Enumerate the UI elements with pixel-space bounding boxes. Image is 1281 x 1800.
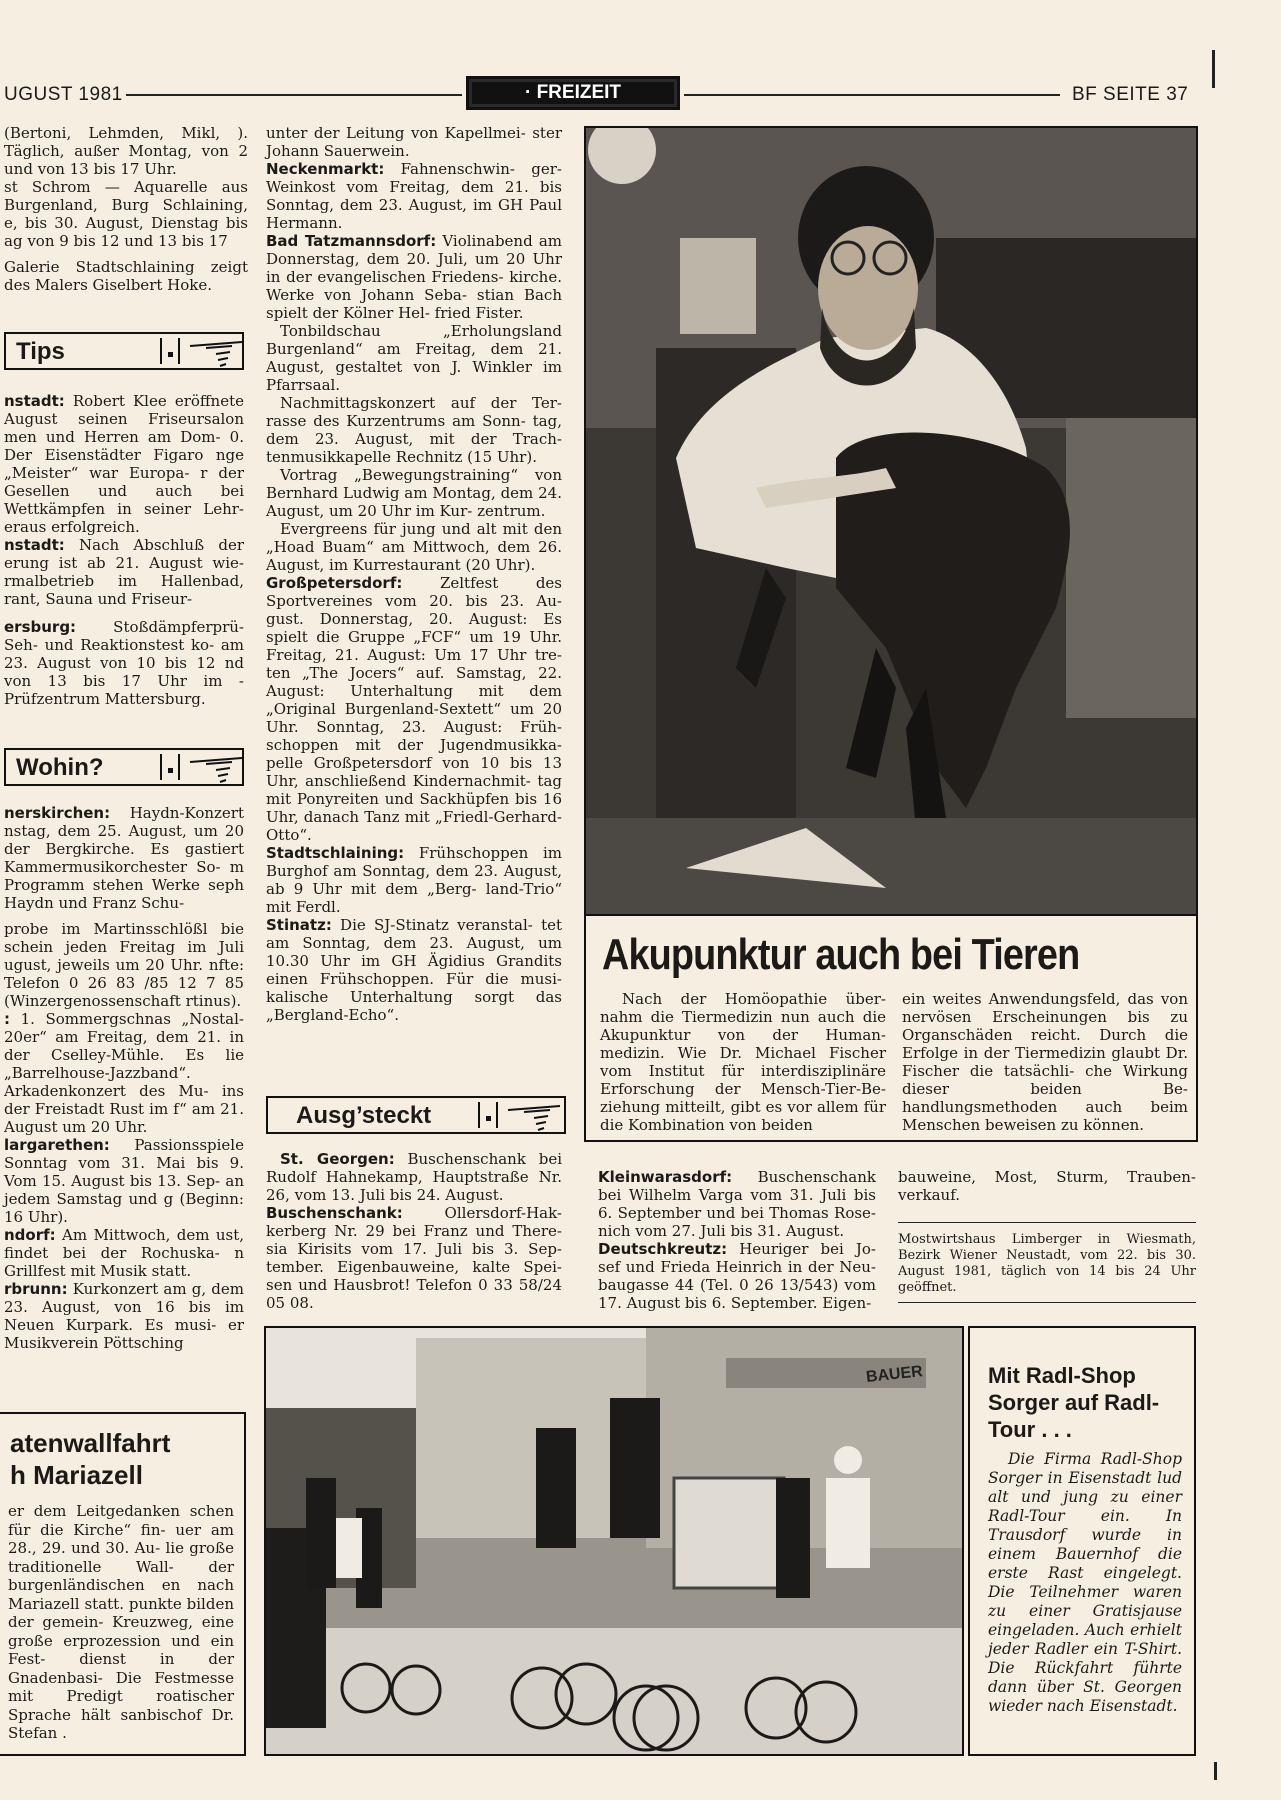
header-date: UGUST 1981	[4, 84, 123, 105]
col3-listings	[598, 1168, 876, 1312]
listing-item: St. Georgen: Buschenschank bei Rudolf Hahnekamp, Hauptstraße Nr. 26, vom 13. Juli bis 24. August.	[266, 1150, 563, 1204]
col1-tips	[4, 392, 244, 708]
mostwirtshaus-notice: Mostwirtshaus Limberger in Wiesmath, Bezirk Wiener Neustadt, vom 22. bis 30. August 1981, täglich von 14 bis 24 Uhr geöffnet.	[898, 1232, 1196, 1295]
col2-listings	[266, 124, 562, 1024]
wohin-item: rbrunn: Kurkonzert am g, dem 23. August, von 16 bis im Neuen Kurpark. Es musi- er Musikverein Pöttsching	[4, 1280, 244, 1352]
cycling-tour-photo	[264, 1326, 964, 1756]
photo-illustration	[586, 128, 1198, 916]
col4-cont: bauweine, Most, Sturm, Trauben- verkauf.	[898, 1168, 1196, 1204]
page-number: BF SEITE 37	[1072, 84, 1189, 105]
tips-heading: Tips	[16, 338, 65, 365]
box-divider	[160, 338, 180, 364]
feature-box	[584, 916, 1198, 1142]
box-divider	[478, 1102, 498, 1128]
ausgsteckt-heading: Ausg’steckt	[296, 1102, 432, 1129]
listing-item: Nachmittagskonzert auf der Ter- rasse des Kurzentrums am Sonn- tag, dem 23. August, mit der Trach- tenmusikkapelle Rechnitz (15 Uhr).	[266, 394, 562, 466]
wohin-item: largarethen: Passionsspiele Sonntag vom 31. Mai bis 9. Vom 15. August bis 13. Sep- an jedem Samstag und g (Beginn: 16 Uhr).	[4, 1136, 244, 1226]
listing-item: Stadtschlaining: Frühschoppen im Burghof am Sonntag, dem 23. August, ab 9 Uhr mit dem „Berg- land-Trio“ mit Ferdl.	[266, 844, 562, 916]
wohin-item: ndorf: Am Mittwoch, dem ust, findet bei der Rochuska- n Grillfest mit Musik statt.	[4, 1226, 244, 1280]
feature-body-left: Nach der Homöopathie über- nahm die Tiermedizin nun auch die Akupunktur von der Human- medizin. Wie Dr. Michael Fischer vom Institut für interdisziplinäre Erforschung der Mensch-Tier-Be- ziehung mitteilt, gibt es vor allem für die Kombination von beiden	[600, 990, 886, 1134]
col1-intro	[4, 124, 248, 294]
listing-item: Tonbildschau „Erholungsland Burgenland“ am Freitag, dem 21. August, gestaltet von J. Winkler im Pfarrsaal.	[266, 322, 562, 394]
tips-item: nstadt: Robert Klee eröffnete August seinen Friseursalon men und Herren am Dom- 0. Der Eisenstädter Figaro nge „Meister“ war Europa- r der Gesellen und auch bei Wettkämpfen in seiner Lehr- eraus erfolgreich.	[4, 392, 244, 536]
pointing-hand-icon	[504, 1100, 564, 1132]
listing-item: Stinatz: Die SJ-Stinatz veranstal- tet am Sonntag, dem 23. August, um 10.30 Uhr im GH Ägidius Grandits einen Frühschoppen. Für die musi- kalische Unterhaltung sorgt das „Bergland-Echo“.	[266, 916, 562, 1024]
box-divider	[160, 754, 180, 780]
box-dot	[486, 1116, 491, 1121]
tips-item: ersburg: Stoßdämpferprü- Seh- und Reaktionstest ko- am 23. August von 10 bis 12 nd von 13 bis 17 Uhr im -Prüfzentrum Mattersburg.	[4, 618, 244, 708]
feature-body-right: ein weites Anwendungsfeld, das von nervösen Erscheinungen bis zu Organschäden reicht. Durch die Erfolge in der Tiermedizin glaubt Dr. Fischer die tatsächli- che Wirkung dieser beiden Be- handlungsmethoden auch beim Menschen beweisen zu können.	[902, 990, 1188, 1134]
listing-item: Buschenschank: Ollersdorf-Hak- kerberg Nr. 29 bei Franz und There- sia Kirisits vom 17. Juli bis 3. Sep- tember. Eigenbauweine, kalte Spei- sen und Hausbrot! Telefon 0 33 58/24 05 08.	[266, 1204, 562, 1312]
listing-item: unter der Leitung von Kapellmei- ster Johann Sauerwein.	[266, 124, 562, 160]
section-label: · FREIZEIT	[472, 82, 674, 104]
wohin-box	[4, 748, 244, 786]
feature-headline: Akupunktur auch bei Tieren	[602, 930, 1080, 979]
pointing-hand-icon	[186, 336, 246, 368]
radl-body: Die Firma Radl-Shop Sorger in Eisenstadt lud alt und jung zu einer Radl-Tour ein. In Trausdorf wurde in einem Bauernhof die erste Rast eingelegt. Die Teilnehmer waren zu einer Gratisjause eingeladen. Auch erhielt jeder Radler ein T-Shirt. Die Rückfahrt führte dann über St. Georgen wieder nach Eisenstadt.	[988, 1450, 1182, 1715]
tips-box	[4, 332, 244, 370]
wohin-item: probe im Martinsschlößl bie schein jeden Freitag im Juli ugust, jeweils um 20 Uhr. nfte: Telefon 0 26 83 /85 12 7 85 (Winzergenossenschaft rtinus).	[4, 920, 244, 1010]
col1-wohin	[4, 804, 244, 1352]
wallfahrt-title: atenwallfahrt	[10, 1428, 171, 1458]
listing-item: Vortrag „Bewegungstraining“ von Bernhard Ludwig am Montag, dem 24. August, um 20 Uhr im Kur- zentrum.	[266, 466, 562, 520]
photo-illustration	[266, 1328, 964, 1756]
ausgsteckt-box	[266, 1096, 566, 1134]
paragraph: st Schrom — Aquarelle aus Burgenland, Burg Schlaining, e, bis 30. August, Dienstag bis ag von 9 bis 12 und 13 bis 17	[4, 178, 248, 250]
wohin-item: : 1. Sommergschnas „Nostal- 20er“ am Freitag, dem 21. in der Cselley-Mühle. Es lie „Barrelhouse-Jazzband“. Arkadenkonzert des Mu- ins der Freistadt Rust im f“ am 21. August um 20 Uhr.	[4, 1010, 244, 1136]
listing-item: Neckenmarkt: Fahnenschwin- ger-Weinkost vom Freitag, dem 21. bis Sonntag, dem 23. August, im GH Paul Hermann.	[266, 160, 562, 232]
col2-ausgsteckt	[266, 1150, 562, 1312]
wallfahrt-box	[0, 1412, 246, 1756]
wallfahrt-title-2: h Mariazell	[10, 1460, 143, 1490]
page-edge-mark	[1214, 1762, 1217, 1780]
listing-item: Bad Tatzmannsdorf: Violinabend am Donnerstag, dem 20. Juli, um 20 Uhr in der evangelischen Friedens- kirche. Werke von Johann Seba- stian Bach spielt der Kölner Hel- fried Fister.	[266, 232, 562, 322]
radl-title: Mit Radl-Shop Sorger auf Radl-Tour . . .	[988, 1363, 1160, 1442]
shop-sign-text: BAUER	[865, 1363, 924, 1386]
header-rule-right	[684, 94, 1060, 96]
listing-item: Evergreens für jung und alt mit den „Hoad Buam“ am Mittwoch, dem 26. August, im Kurrestaurant (20 Uhr).	[266, 520, 562, 574]
col4-rule	[898, 1222, 1196, 1223]
paragraph: (Bertoni, Lehmden, Mikl, ). Täglich, außer Montag, von 2 und von 13 bis 17 Uhr.	[4, 124, 248, 178]
header-rule-left	[126, 94, 462, 96]
listing-item: Deutschkreutz: Heuriger bei Jo- sef und Frieda Heinrich in der Neu- baugasse 44 (Tel. 0 26 13/543) vom 17. August bis 6. September. Eigen-	[598, 1240, 876, 1312]
page-edge-mark	[1212, 50, 1215, 88]
pointing-hand-icon	[186, 752, 246, 784]
wohin-item: nerskirchen: Haydn-Konzert nstag, dem 25. August, um 20 der Bergkirche. Es gastiert Kammermusikorchester So- m Programm stehen Werke seph Haydn und Franz Schu-	[4, 804, 244, 912]
radl-box	[968, 1326, 1196, 1756]
tips-item: nstadt: Nach Abschluß der erung ist ab 21. August wie- rmalbetrieb im Hallenbad, rant, Sauna und Friseur-	[4, 536, 244, 608]
section-badge	[466, 76, 680, 110]
listing-item: Kleinwarasdorf: Buschenschank bei Wilhelm Varga vom 31. Juli bis 6. September und bei Thomas Rose- nich vom 27. Juli bis 31. August.	[598, 1168, 876, 1240]
box-dot	[168, 768, 173, 773]
col4-rule	[898, 1302, 1196, 1303]
paragraph: Galerie Stadtschlaining zeigt des Malers Giselbert Hoke.	[4, 258, 248, 294]
vet-dog-photo	[584, 126, 1198, 916]
wohin-heading: Wohin?	[16, 754, 104, 781]
wallfahrt-body: er dem Leitgedanken schen für die Kirche“ fin- uer am 28., 29. und 30. Au- lie große traditionelle Wall- der burgenländischen en nach Mariazell statt. punkte bilden der gemein- Kreuzweg, eine große erprozession und ein Fest- dienst in der Gnadenbasi- Die Festmesse mit Predigt roatischer Sprache hält sanbischof Dr. Stefan .	[8, 1502, 234, 1742]
listing-item: Großpetersdorf: Zeltfest des Sportvereines vom 20. bis 23. Au- gust. Donnerstag, 20. August: Es spielt die Gruppe „FCF“ um 19 Uhr. Freitag, 21. August: Um 17 Uhr tre- ten „The Jocers“ auf. Samstag, 22. August: Unterhaltung mit dem „Original Burgenland-Sextett“ um 20 Uhr. Sonntag, 23. August: Früh- schoppen mit der Jugendmusikka- pelle Großpetersdorf von 10 bis 13 Uhr, anschließend Kindernachmit- tag mit Ponyreiten und Sackhüpfen bis 16 Uhr, danach Tanz mit „Friedl-Gerhard-Otto“.	[266, 574, 562, 844]
box-dot	[168, 352, 173, 357]
